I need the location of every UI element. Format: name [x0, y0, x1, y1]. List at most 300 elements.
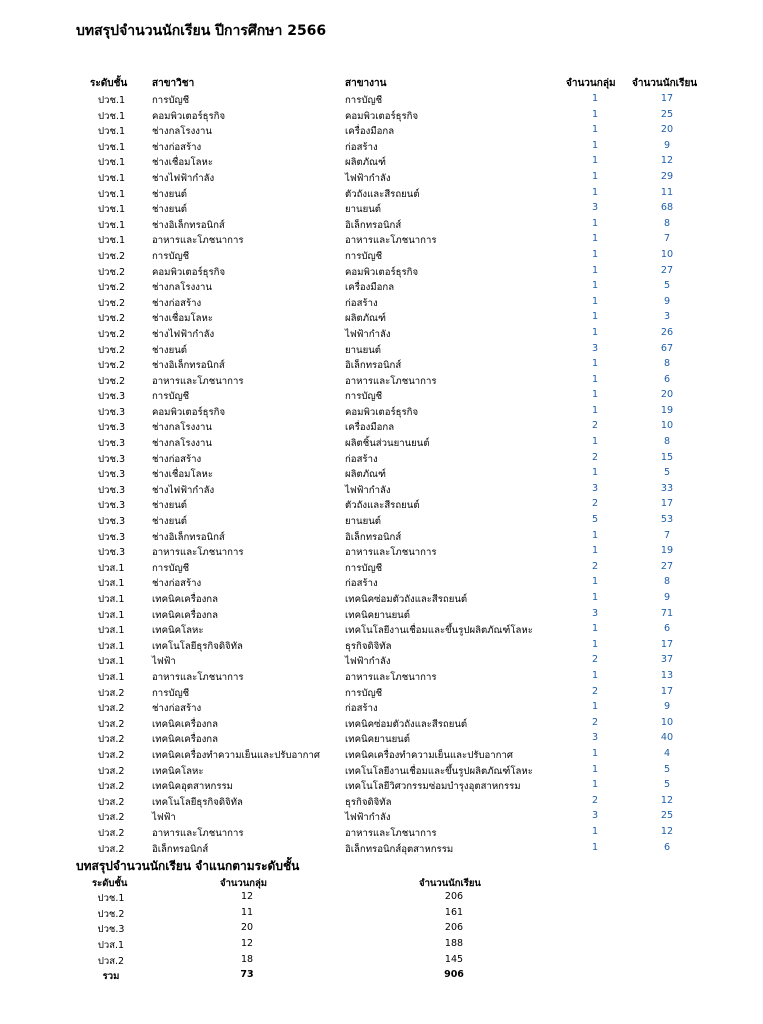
summary-students: 161 — [444, 906, 464, 918]
table-row — [0, 92, 763, 108]
row-level: ปวส.1 — [98, 562, 125, 574]
row-field: อาหารและโภชนาการ — [152, 375, 244, 387]
row-field: ช่างยนต์ — [152, 188, 187, 200]
row-major: เทคนิคยานยนต์ — [345, 609, 410, 621]
row-students: 27 — [660, 560, 674, 572]
table-row — [0, 373, 763, 389]
row-major: ยานยนต์ — [345, 516, 381, 528]
row-students: 7 — [663, 233, 671, 245]
row-groups: 1 — [591, 436, 599, 448]
row-students: 20 — [660, 124, 674, 136]
row-groups: 1 — [591, 592, 599, 603]
row-field: เทคนิคเครื่องกล — [152, 734, 218, 746]
row-major: อาหารและโภชนาการ — [345, 235, 437, 247]
row-students: 13 — [660, 669, 674, 681]
row-groups: 1 — [591, 124, 599, 136]
row-field: ช่างก่อสร้าง — [152, 578, 202, 590]
row-students: 19 — [660, 404, 674, 416]
row-field: ช่างก่อสร้าง — [152, 141, 202, 153]
table-row — [0, 295, 763, 311]
table-row — [0, 404, 763, 420]
row-students: 25 — [660, 108, 674, 120]
row-field: อาหารและโภชนาการ — [152, 827, 244, 839]
row-major: ตัวถังและสีรถยนต์ — [345, 500, 420, 512]
row-groups: 1 — [591, 404, 599, 416]
row-students: 12 — [660, 155, 674, 167]
table-row — [0, 466, 763, 482]
row-groups: 1 — [591, 545, 599, 557]
row-level: ปวส.1 — [98, 594, 125, 605]
table-row — [0, 232, 763, 248]
row-field: เทคโนโลยีธุรกิจดิจิทัล — [152, 796, 243, 808]
row-level: ปวส.1 — [98, 578, 125, 590]
row-major: ไฟฟ้ากำลัง — [345, 328, 391, 340]
row-field: ช่างยนต์ — [152, 344, 187, 356]
row-major: เทคนิคเครื่องทำความเย็นและปรับอากาศ — [345, 749, 513, 761]
row-groups: 1 — [591, 669, 599, 681]
row-groups: 1 — [591, 623, 599, 635]
row-field: การบัญชี — [152, 95, 190, 106]
table-row — [0, 154, 763, 170]
row-major: อาหารและโภชนาการ — [345, 547, 437, 559]
row-major: ผลิตภัณฑ์ — [345, 157, 386, 169]
table-row — [0, 279, 763, 295]
row-students: 5 — [663, 280, 671, 292]
row-level: ปวช.2 — [98, 344, 126, 356]
row-students: 9 — [663, 701, 671, 713]
summary-header-groups: จำนวนกลุ่ม — [220, 878, 268, 889]
table-row — [0, 513, 763, 529]
row-level: ปวส.2 — [98, 734, 125, 746]
summary-header-level: ระดับชั้น — [92, 878, 128, 889]
row-major: ไฟฟ้ากำลัง — [345, 484, 391, 496]
row-major: คอมพิวเตอร์ธุรกิจ — [345, 110, 419, 122]
row-groups: 3 — [591, 732, 599, 744]
row-level: ปวส.2 — [98, 718, 125, 730]
row-field: ไฟฟ้า — [152, 812, 176, 824]
row-students: 6 — [663, 623, 671, 635]
row-level: ปวช.3 — [98, 547, 126, 559]
summary-row — [0, 906, 763, 922]
row-level: ปวส.2 — [98, 687, 125, 699]
row-major: อิเล็กทรอนิกส์ — [345, 531, 402, 543]
row-groups: 1 — [591, 326, 599, 338]
row-level: ปวช.3 — [98, 422, 126, 434]
summary-students: 906 — [444, 969, 464, 981]
row-field: เทคนิคอุตสาหกรรม — [152, 781, 233, 793]
row-students: 26 — [660, 326, 674, 338]
row-field: ช่างอิเล็กทรอนิกส์ — [152, 219, 225, 231]
summary-groups: 11 — [240, 906, 254, 918]
row-students: 17 — [660, 685, 674, 697]
row-students: 19 — [660, 545, 674, 557]
summary-level: รวม — [102, 971, 120, 983]
table-row — [0, 310, 763, 326]
row-students: 11 — [660, 186, 674, 198]
row-field: เทคนิคเครื่องกล — [152, 609, 218, 621]
row-groups: 1 — [591, 311, 599, 323]
row-students: 12 — [660, 794, 674, 806]
row-groups: 1 — [591, 280, 599, 292]
summary-groups: 12 — [240, 938, 254, 950]
row-students: 17 — [660, 638, 674, 650]
table-row — [0, 700, 763, 716]
table-row — [0, 326, 763, 342]
row-students: 9 — [663, 139, 671, 151]
row-groups: 2 — [591, 560, 599, 572]
summary-level: ปวส.2 — [97, 955, 125, 967]
row-students: 17 — [660, 93, 674, 104]
row-students: 5 — [663, 779, 671, 791]
summary-header-students: จำนวนนักเรียน — [419, 878, 481, 889]
row-groups: 2 — [591, 685, 599, 697]
row-level: ปวช.3 — [98, 500, 126, 512]
row-students: 37 — [660, 654, 674, 666]
table-row — [0, 139, 763, 155]
summary-total-row — [0, 968, 763, 984]
table-row — [0, 451, 763, 467]
row-field: เทคนิคโลหะ — [152, 625, 204, 637]
row-groups: 1 — [591, 825, 599, 837]
row-level: ปวส.1 — [98, 656, 125, 668]
row-field: ช่างกลโรงงาน — [152, 422, 212, 434]
row-level: ปวช.2 — [98, 282, 126, 294]
table-row — [0, 170, 763, 186]
row-groups: 1 — [591, 747, 599, 759]
table-row — [0, 108, 763, 124]
row-field: การบัญชี — [152, 562, 190, 574]
table-row — [0, 482, 763, 498]
row-groups: 1 — [591, 93, 599, 104]
row-groups: 1 — [591, 373, 599, 385]
summary-students: 206 — [444, 922, 464, 934]
row-field: ช่างกลโรงงาน — [152, 438, 212, 450]
row-students: 71 — [660, 607, 674, 619]
row-major: เทคนิคยานยนต์ — [345, 734, 410, 746]
summary-students: 188 — [444, 938, 464, 950]
row-groups: 1 — [591, 763, 599, 775]
row-level: ปวช.3 — [98, 469, 126, 481]
row-field: คอมพิวเตอร์ธุรกิจ — [152, 266, 226, 278]
row-major: การบัญชี — [345, 391, 383, 403]
row-level: ปวช.1 — [98, 235, 126, 247]
row-major: อิเล็กทรอนิกส์ — [345, 360, 402, 372]
row-level: ปวช.2 — [98, 313, 126, 325]
row-groups: 1 — [591, 358, 599, 370]
row-major: อิเล็กทรอนิกส์อุตสาหกรรม — [345, 843, 454, 855]
row-major: การบัญชี — [345, 250, 383, 262]
row-field: อิเล็กทรอนิกส์ — [152, 843, 209, 855]
row-groups: 1 — [591, 841, 599, 853]
row-field: การบัญชี — [152, 687, 190, 699]
row-students: 8 — [663, 576, 671, 588]
row-groups: 1 — [591, 155, 599, 167]
row-students: 9 — [663, 592, 671, 603]
row-groups: 1 — [591, 186, 599, 198]
row-level: ปวช.3 — [98, 438, 126, 450]
row-level: ปวช.1 — [98, 204, 126, 216]
row-major: ผลิตภัณฑ์ — [345, 469, 386, 481]
row-groups: 1 — [591, 576, 599, 588]
table-row — [0, 342, 763, 358]
row-major: ยานยนต์ — [345, 204, 381, 216]
row-major: การบัญชี — [345, 687, 383, 699]
row-level: ปวส.1 — [98, 671, 125, 683]
row-field: ช่างไฟฟ้ากำลัง — [152, 328, 215, 340]
summary-groups: 12 — [240, 891, 254, 902]
row-major: เทคนิคซ่อมตัวถังและสีรถยนต์ — [345, 718, 468, 730]
row-level: ปวส.1 — [98, 625, 125, 637]
row-major: ก่อสร้าง — [345, 703, 378, 715]
row-level: ปวส.1 — [98, 609, 125, 621]
row-major: อาหารและโภชนาการ — [345, 827, 437, 839]
summary-groups: 20 — [240, 922, 254, 934]
row-major: เครื่องมือกล — [345, 422, 395, 434]
summary-groups: 73 — [240, 969, 254, 981]
row-major: เครื่องมือกล — [345, 282, 395, 294]
row-students: 3 — [663, 311, 671, 323]
header-major: สาขางาน — [345, 78, 387, 89]
row-groups: 3 — [591, 342, 599, 354]
row-groups: 3 — [591, 482, 599, 494]
row-field: ช่างกลโรงงาน — [152, 126, 212, 138]
table-row — [0, 825, 763, 841]
row-level: ปวช.1 — [98, 110, 126, 122]
table-row — [0, 809, 763, 825]
summary-row — [0, 921, 763, 937]
header-groups: จำนวนกลุ่ม — [566, 78, 616, 89]
row-students: 10 — [660, 716, 674, 728]
row-field: ช่างก่อสร้าง — [152, 453, 202, 465]
row-major: ไฟฟ้ากำลัง — [345, 656, 391, 668]
row-students: 7 — [663, 529, 671, 541]
row-level: ปวช.1 — [98, 141, 126, 153]
table-row — [0, 669, 763, 685]
table-row — [0, 357, 763, 373]
summary-students: 145 — [444, 953, 464, 965]
row-level: ปวช.2 — [98, 360, 126, 372]
row-field: ช่างเชื่อมโลหะ — [152, 313, 213, 325]
row-students: 53 — [660, 514, 674, 526]
table-row — [0, 217, 763, 233]
table-row — [0, 497, 763, 513]
row-groups: 2 — [591, 451, 599, 463]
row-field: เทคนิคโลหะ — [152, 765, 204, 777]
row-field: ช่างกลโรงงาน — [152, 282, 212, 294]
table-row — [0, 841, 763, 857]
row-students: 6 — [663, 373, 671, 385]
row-level: ปวช.2 — [98, 297, 126, 309]
row-major: คอมพิวเตอร์ธุรกิจ — [345, 406, 419, 418]
row-major: การบัญชี — [345, 95, 383, 106]
row-level: ปวส.1 — [98, 640, 125, 652]
row-students: 8 — [663, 358, 671, 370]
table-row — [0, 607, 763, 623]
row-major: เทคนิคซ่อมตัวถังและสีรถยนต์ — [345, 594, 468, 605]
table-row — [0, 747, 763, 763]
row-major: เทคโนโลยีวิศวกรรมซ่อมบำรุงอุตสาหกรรม — [345, 781, 521, 793]
row-students: 5 — [663, 763, 671, 775]
row-students: 12 — [660, 825, 674, 837]
header-students: จำนวนนักเรียน — [632, 78, 698, 89]
row-students: 67 — [660, 342, 674, 354]
row-students: 20 — [660, 389, 674, 401]
row-field: เทคนิคเครื่องกล — [152, 718, 218, 730]
row-field: ไฟฟ้า — [152, 656, 176, 668]
summary-level: ปวช.1 — [97, 893, 125, 904]
row-field: ช่างเชื่อมโลหะ — [152, 469, 213, 481]
table-row — [0, 763, 763, 779]
row-level: ปวช.1 — [98, 157, 126, 169]
row-major: เครื่องมือกล — [345, 126, 395, 138]
row-level: ปวส.2 — [98, 703, 125, 715]
row-level: ปวช.3 — [98, 531, 126, 543]
row-field: ช่างเชื่อมโลหะ — [152, 157, 213, 169]
summary-row — [0, 890, 763, 906]
row-major: อิเล็กทรอนิกส์ — [345, 219, 402, 231]
row-major: คอมพิวเตอร์ธุรกิจ — [345, 266, 419, 278]
row-groups: 1 — [591, 701, 599, 713]
row-field: ช่างอิเล็กทรอนิกส์ — [152, 360, 225, 372]
row-field: ช่างก่อสร้าง — [152, 297, 202, 309]
row-major: ก่อสร้าง — [345, 141, 378, 153]
row-level: ปวส.2 — [98, 749, 125, 761]
student-table — [0, 92, 763, 856]
row-level: ปวส.2 — [98, 796, 125, 808]
row-students: 29 — [660, 170, 674, 182]
table-row — [0, 731, 763, 747]
row-field: ช่างอิเล็กทรอนิกส์ — [152, 531, 225, 543]
table-row — [0, 248, 763, 264]
row-groups: 5 — [591, 514, 599, 526]
table-row — [0, 529, 763, 545]
row-major: ธุรกิจดิจิทัล — [345, 640, 392, 652]
row-level: ปวส.2 — [98, 765, 125, 777]
row-students: 4 — [663, 747, 671, 759]
table-row — [0, 716, 763, 732]
row-students: 15 — [660, 451, 674, 463]
row-groups: 1 — [591, 264, 599, 276]
row-level: ปวช.3 — [98, 453, 126, 465]
header-field: สาขาวิชา — [152, 78, 195, 89]
row-groups: 3 — [591, 607, 599, 619]
row-field: เทคโนโลยีธุรกิจดิจิทัล — [152, 640, 243, 652]
row-level: ปวช.3 — [98, 516, 126, 528]
row-level: ปวส.2 — [98, 843, 125, 855]
row-groups: 1 — [591, 638, 599, 650]
row-major: อาหารและโภชนาการ — [345, 375, 437, 387]
row-field: ช่างยนต์ — [152, 204, 187, 216]
table-row — [0, 622, 763, 638]
table-row — [0, 186, 763, 202]
row-students: 27 — [660, 264, 674, 276]
row-field: การบัญชี — [152, 391, 190, 403]
row-groups: 1 — [591, 779, 599, 791]
row-field: ช่างยนต์ — [152, 516, 187, 528]
page-title: บทสรุปจำนวนนักเรียน ปีการศึกษา 2566 — [76, 23, 327, 39]
table-row — [0, 419, 763, 435]
row-students: 6 — [663, 841, 671, 853]
row-level: ปวช.3 — [98, 391, 126, 403]
table-row — [0, 685, 763, 701]
row-groups: 1 — [591, 108, 599, 120]
row-groups: 1 — [591, 139, 599, 151]
table-row — [0, 778, 763, 794]
row-major: ยานยนต์ — [345, 344, 381, 356]
summary-groups: 18 — [240, 953, 254, 965]
row-level: ปวช.2 — [98, 250, 126, 262]
row-field: ช่างไฟฟ้ากำลัง — [152, 484, 215, 496]
row-major: ไฟฟ้ากำลัง — [345, 812, 391, 824]
row-students: 33 — [660, 482, 674, 494]
row-major: ผลิตภัณฑ์ — [345, 313, 386, 325]
row-major: ไฟฟ้ากำลัง — [345, 172, 391, 184]
row-field: อาหารและโภชนาการ — [152, 671, 244, 683]
row-field: อาหารและโภชนาการ — [152, 547, 244, 559]
row-students: 10 — [660, 420, 674, 432]
row-major: ตัวถังและสีรถยนต์ — [345, 188, 420, 200]
row-level: ปวช.2 — [98, 375, 126, 387]
row-students: 17 — [660, 498, 674, 510]
row-level: ปวช.1 — [98, 95, 126, 106]
row-level: ปวช.1 — [98, 172, 126, 184]
summary-table — [0, 890, 763, 984]
row-groups: 1 — [591, 467, 599, 479]
row-groups: 1 — [591, 217, 599, 229]
table-row — [0, 560, 763, 576]
header-level: ระดับชั้น — [90, 78, 128, 89]
row-students: 8 — [663, 436, 671, 448]
row-field: ช่างไฟฟ้ากำลัง — [152, 172, 215, 184]
row-major: ผลิตชิ้นส่วนยานยนต์ — [345, 438, 430, 450]
row-students: 5 — [663, 467, 671, 479]
row-level: ปวช.1 — [98, 188, 126, 200]
row-students: 68 — [660, 202, 674, 214]
summary-row — [0, 953, 763, 969]
row-major: การบัญชี — [345, 562, 383, 574]
row-level: ปวช.1 — [98, 219, 126, 231]
row-field: การบัญชี — [152, 250, 190, 262]
row-level: ปวช.3 — [98, 484, 126, 496]
row-field: ช่างยนต์ — [152, 500, 187, 512]
row-field: เทคนิคเครื่องกล — [152, 594, 218, 605]
row-level: ปวช.3 — [98, 406, 126, 418]
row-groups: 2 — [591, 420, 599, 432]
table-row — [0, 201, 763, 217]
row-major: อาหารและโภชนาการ — [345, 671, 437, 683]
row-major: ก่อสร้าง — [345, 578, 378, 590]
row-major: ก่อสร้าง — [345, 453, 378, 465]
row-level: ปวช.2 — [98, 266, 126, 278]
row-groups: 1 — [591, 248, 599, 260]
table-row — [0, 388, 763, 404]
summary-students: 206 — [444, 891, 464, 902]
row-major: ก่อสร้าง — [345, 297, 378, 309]
row-groups: 1 — [591, 389, 599, 401]
row-students: 10 — [660, 248, 674, 260]
summary-level: ปวช.2 — [97, 908, 125, 920]
row-groups: 2 — [591, 498, 599, 510]
row-students: 8 — [663, 217, 671, 229]
table-row — [0, 653, 763, 669]
row-field: เทคนิคเครื่องทำความเย็นและปรับอากาศ — [152, 749, 320, 761]
table-row — [0, 123, 763, 139]
row-level: ปวส.2 — [98, 781, 125, 793]
summary-level: ปวช.3 — [97, 924, 125, 936]
row-level: ปวช.1 — [98, 126, 126, 138]
row-field: อาหารและโภชนาการ — [152, 235, 244, 247]
row-students: 25 — [660, 810, 674, 822]
